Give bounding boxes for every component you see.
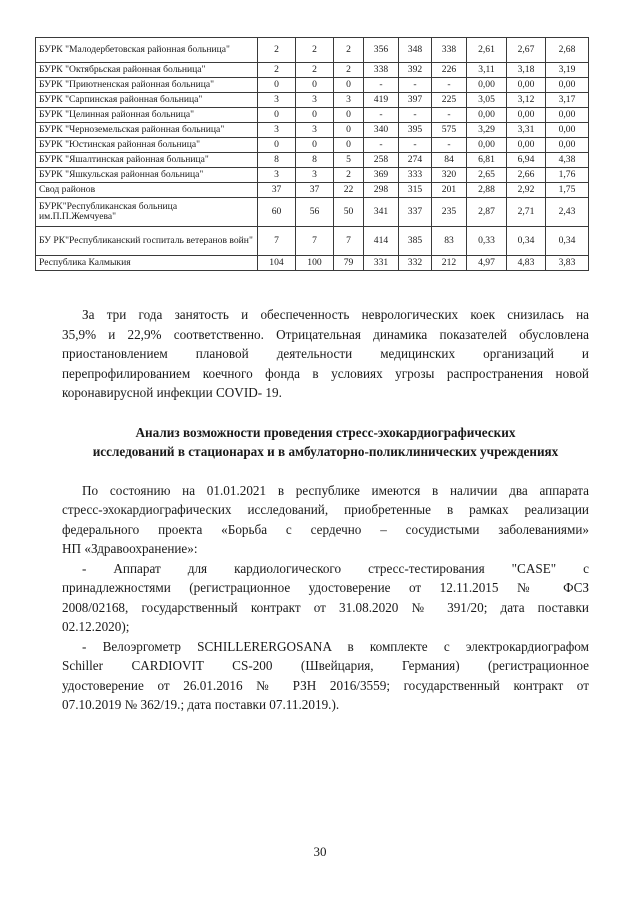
table-cell-value: 60 (258, 198, 296, 227)
table-cell-value: 0 (334, 108, 364, 123)
table-cell-value: 7 (296, 227, 334, 256)
table-cell-value: 320 (432, 168, 467, 183)
table-cell-value: 212 (432, 256, 467, 271)
table-cell-value: 331 (364, 256, 399, 271)
table-cell-name: БУРК "Юстинская районная больница" (36, 138, 258, 153)
table-cell-value: 2,92 (507, 183, 546, 198)
table-cell-value: 0 (258, 78, 296, 93)
table-cell-value: 0,00 (467, 138, 507, 153)
table-cell-value: 0,00 (507, 138, 546, 153)
paragraph-1-line-4: перепрофилированием коечного фонда в условиях угрозы распространения новой (62, 366, 589, 381)
table-row (36, 138, 589, 153)
item-1-line-1: - Аппарат для кардиологического стресс-тестирования "CASE" с (82, 561, 589, 576)
table-cell-value: 274 (399, 153, 432, 168)
item-2-line-3: удостоверение от 26.01.2016 № РЗН 2016/3559; государственный контракт от (62, 678, 589, 693)
paragraph-1-line-5: коронавирусной инфекции COVID- 19. (62, 385, 282, 400)
table-cell-value: 0,00 (546, 138, 589, 153)
table-cell-value: 37 (296, 183, 334, 198)
table-cell-value: 0 (296, 78, 334, 93)
table-cell-value: 6,94 (507, 153, 546, 168)
table-cell-value: 225 (432, 93, 467, 108)
table-cell-value: 0,34 (546, 227, 589, 256)
table-cell-value: 2 (296, 63, 334, 78)
table-cell-value: 8 (258, 153, 296, 168)
table-cell-value: 2,88 (467, 183, 507, 198)
table-cell-value: 3,31 (507, 123, 546, 138)
table-cell-value: 3,17 (546, 93, 589, 108)
paragraph-1-line-2: 35,9% и 22,9% соответственно. Отрицательная динамика показателей обусловлена (62, 327, 589, 342)
table-row (36, 93, 589, 108)
paragraph-2-line-3: федерального проекта «Борьба с сердечно – сосудистыми заболеваниями» (62, 522, 589, 537)
table-cell-value: 4,38 (546, 153, 589, 168)
table-cell-value: 3,83 (546, 256, 589, 271)
table-cell-value: 419 (364, 93, 399, 108)
table-cell-value: 0,00 (467, 108, 507, 123)
table-cell-value: 348 (399, 38, 432, 63)
table-row (36, 198, 589, 227)
table-cell-value: - (364, 78, 399, 93)
table-cell-value: 0 (334, 78, 364, 93)
paragraph-1-line-3: приостановлением плановой деятельности медицинских организаций и (62, 346, 589, 361)
table-cell-value: 3 (296, 93, 334, 108)
table-cell-value: 201 (432, 183, 467, 198)
table-cell-value: 298 (364, 183, 399, 198)
table-cell-value: 2,61 (467, 38, 507, 63)
table-cell-value: 2,67 (507, 38, 546, 63)
table-cell-value: 7 (334, 227, 364, 256)
table-cell-value: 414 (364, 227, 399, 256)
table-cell-value: 2 (334, 63, 364, 78)
paragraph-1-line-1: За три года занятость и обеспеченность неврологических коек снизилась на (82, 307, 589, 322)
table-cell-value: 3 (334, 93, 364, 108)
table-cell-value: 100 (296, 256, 334, 271)
table-cell-value: - (432, 138, 467, 153)
table-cell-value: 0,00 (467, 78, 507, 93)
table-row (36, 78, 589, 93)
table-cell-value: 3,19 (546, 63, 589, 78)
table-cell-value: 226 (432, 63, 467, 78)
table-cell-value: 3 (296, 168, 334, 183)
table-cell-value: 37 (258, 183, 296, 198)
table-cell-value: 5 (334, 153, 364, 168)
table-cell-value: 56 (296, 198, 334, 227)
table-cell-name: БУРК "Яшкульская районная больница" (36, 168, 258, 183)
table-cell-value: 0,00 (507, 108, 546, 123)
table-cell-value: 104 (258, 256, 296, 271)
table-cell-name: БУРК "Приютненская районная больница" (36, 78, 258, 93)
item-1-line-4: 02.12.2020); (62, 619, 130, 634)
table-cell-name: БУРК "Сарпинская районная больница" (36, 93, 258, 108)
table-cell-value: 0 (334, 138, 364, 153)
table-cell-value: 6,81 (467, 153, 507, 168)
table-cell-value: 83 (432, 227, 467, 256)
table-cell-value: - (399, 78, 432, 93)
table-cell-value: 2 (334, 38, 364, 63)
table-cell-value: 397 (399, 93, 432, 108)
table-cell-value: 2 (258, 63, 296, 78)
table-cell-value: 2,68 (546, 38, 589, 63)
table-cell-value: 3,18 (507, 63, 546, 78)
table-cell-value: 337 (399, 198, 432, 227)
table-cell-value: 3,29 (467, 123, 507, 138)
table-cell-value: 3,05 (467, 93, 507, 108)
table-cell-value: - (399, 108, 432, 123)
table-cell-value: 392 (399, 63, 432, 78)
table-cell-value: - (432, 108, 467, 123)
table-cell-value: 2,87 (467, 198, 507, 227)
table-cell-value: 340 (364, 123, 399, 138)
table-cell-value: 0,00 (546, 108, 589, 123)
table-cell-value: 338 (432, 38, 467, 63)
table-cell-name: БУРК "Малодербетовская районная больница" (36, 38, 258, 63)
item-2-line-2: Schiller CARDIOVIT CS-200 (Швейцария, Германия) (регистрационное (62, 658, 589, 673)
table-cell-name: БУРК "Яшалтинская районная больница" (36, 153, 258, 168)
table-cell-value: 0,00 (546, 123, 589, 138)
table-cell-name: БУРК"Республиканская больница им.П.П.Жемчуева" (36, 198, 258, 227)
table-cell-name: БУРК "Черноземельская районная больница" (36, 123, 258, 138)
section-heading-line-1: Анализ возможности проведения стресс-эхокардиографических (135, 425, 516, 440)
table-cell-value: - (364, 108, 399, 123)
section-heading-line-2: исследований в стационарах и в амбулаторно-поликлинических учреждениях (92, 444, 559, 459)
table-cell-value: 4,83 (507, 256, 546, 271)
table-cell-value: - (364, 138, 399, 153)
table-cell-value: 79 (334, 256, 364, 271)
paragraph-2-line-4: НП «Здравоохранение»: (62, 541, 198, 556)
table-cell-value: 3,12 (507, 93, 546, 108)
table-cell-value: 315 (399, 183, 432, 198)
table-cell-name: БУРК "Октябрьская районная больница" (36, 63, 258, 78)
table-cell-value: 0 (296, 108, 334, 123)
table-cell-value: 84 (432, 153, 467, 168)
table-cell-value: 333 (399, 168, 432, 183)
table-cell-value: 2 (258, 38, 296, 63)
table-cell-value: 7 (258, 227, 296, 256)
table-row (36, 227, 589, 256)
table-cell-value: 8 (296, 153, 334, 168)
table-cell-value: 2 (296, 38, 334, 63)
table-cell-name: БУРК "Целинная районная больница" (36, 108, 258, 123)
table-row (36, 63, 589, 78)
table-cell-value: 3 (258, 168, 296, 183)
table-cell-value: 0 (258, 138, 296, 153)
table-cell-value: 2 (334, 168, 364, 183)
table-row (36, 153, 589, 168)
table-cell-value: 1,75 (546, 183, 589, 198)
table-cell-value: 2,43 (546, 198, 589, 227)
table-cell-value: 258 (364, 153, 399, 168)
table-cell-value: 3 (296, 123, 334, 138)
table-cell-value: 338 (364, 63, 399, 78)
table-cell-value: 235 (432, 198, 467, 227)
table-cell-name: Республика Калмыкия (36, 256, 258, 271)
table-cell-value: 4,97 (467, 256, 507, 271)
table-cell-value: 2,66 (507, 168, 546, 183)
item-1-line-3: 2008/02168, государственный контракт от 31.08.2020 № 391/20; дата поставки (62, 600, 589, 615)
table-cell-value: 369 (364, 168, 399, 183)
table-cell-value: 395 (399, 123, 432, 138)
paragraph-2-line-1: По состоянию на 01.01.2021 в республике имеются в наличии два аппарата (82, 483, 589, 498)
table-cell-value: 0 (296, 138, 334, 153)
table-cell-value: 2,65 (467, 168, 507, 183)
table-cell-value: 0 (334, 123, 364, 138)
table-cell-value: 2,71 (507, 198, 546, 227)
table-cell-value: 1,76 (546, 168, 589, 183)
table-cell-value: - (399, 138, 432, 153)
table-cell-value: 3 (258, 93, 296, 108)
table-cell-value: 3 (258, 123, 296, 138)
table-cell-value: 0,00 (546, 78, 589, 93)
item-1-line-2: принадлежностями (регистрационное удостоверение от 12.11.2015 № ФСЗ (62, 580, 589, 595)
table-row (36, 168, 589, 183)
hospital-beds-table (35, 37, 589, 271)
paragraph-2-line-2: стресс-эхокардиографических исследований, приобретенные в рамках реализации (62, 502, 589, 517)
table-row (36, 183, 589, 198)
table-cell-value: 356 (364, 38, 399, 63)
table-cell-value: 3,11 (467, 63, 507, 78)
table-cell-name: Свод районов (36, 183, 258, 198)
table-cell-value: 341 (364, 198, 399, 227)
table-row (36, 123, 589, 138)
table-row (36, 108, 589, 123)
table-row (36, 256, 589, 271)
table-cell-value: 0,34 (507, 227, 546, 256)
table-cell-value: 575 (432, 123, 467, 138)
table-cell-value: 50 (334, 198, 364, 227)
table-row (36, 38, 589, 63)
table-cell-value: - (432, 78, 467, 93)
table-cell-value: 0,00 (507, 78, 546, 93)
table-cell-name: БУ РК"Республиканский госпиталь ветеранов войн" (36, 227, 258, 256)
item-2-line-4: 07.10.2019 № 362/19.; дата поставки 07.11.2019.). (62, 697, 340, 712)
table-cell-value: 332 (399, 256, 432, 271)
table-cell-value: 22 (334, 183, 364, 198)
page-number: 30 (313, 844, 327, 859)
table-cell-value: 385 (399, 227, 432, 256)
table-cell-value: 0,33 (467, 227, 507, 256)
table-body (36, 38, 589, 271)
item-2-line-1: - Велоэргометр SCHILLERERGOSANA в комплекте с электрокардиографом (82, 639, 589, 654)
table-cell-value: 0 (258, 108, 296, 123)
